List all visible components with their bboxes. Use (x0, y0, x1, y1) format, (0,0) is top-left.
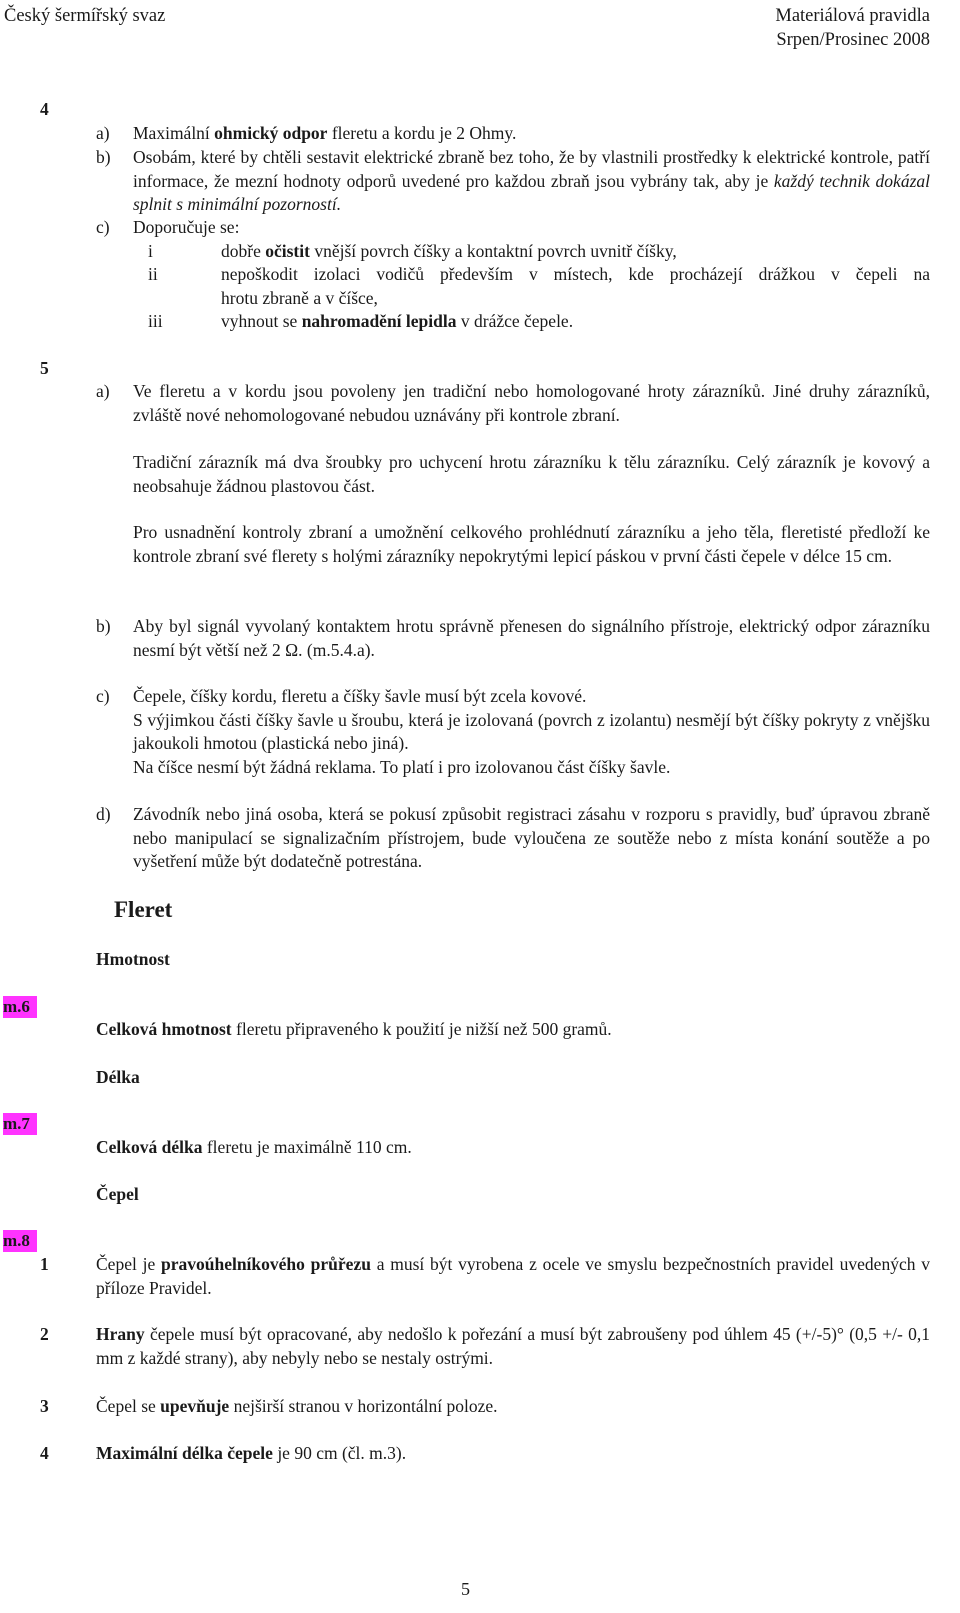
cepel-item-2: 2 Hrany čepele musí být opracované, aby nedošlo k pořezání a musí být zabroušeny pod úhlem 45 (+/-5)° (0,5 +/- 0,1 mm z každé strany), aby nebyly nebo se nestaly ostrými. (40, 1324, 930, 1368)
section4-item-c: c) Doporučuje se: (96, 216, 930, 240)
hmotnost-text: Celková hmotnost fleretu připraveného k použití je nižší než 500 gramů. (96, 1019, 612, 1039)
item-label: c) (96, 217, 110, 237)
section5-item-d: d) Závodník nebo jiná osoba, která se pokusí způsobit registraci zásahu v rozporu s pravidly, buď úpravou zbraně nebo manipulací se signalizačním přístrojem, bude vyloučena ze soutěže nebo z místa konání soutěže a po vyšetření může být dodatečně potrestána. (96, 804, 930, 871)
item-label: b) (96, 616, 111, 636)
item-label: a) (96, 381, 110, 401)
item-label: a) (96, 123, 110, 143)
recommendation-item-ii: ii nepoškodit izolaci vodičů především v místech, kde procházejí drážkou v čepeli na hrotu zbraně a v číšce, (148, 264, 930, 308)
page-number: 5 (461, 1579, 470, 1599)
rule-tag-m6: m.6 (3, 996, 37, 1018)
section-number-4: 4 (40, 99, 49, 119)
section5-item-c: c) Čepele, číšky kordu, fleretu a číšky šavle musí být zcela kovové. S výjimkou části číšky šavle u šroubu, která je izolovaná (povrch z izolantu) nesmějí být číšky pokryty z vnějšku jakoukoli hmotou (plastická nebo jiná). Na číšce nesmí být žádná reklama. To platí i pro izolovanou část číšky šavle. (96, 686, 930, 777)
cepel-item-1: 1 Čepel je pravoúhelníkového průřezu a musí být vyrobena z ocele ve smyslu bezpečnostních pravidel uvedených v příloze Pravidel. (40, 1254, 930, 1298)
header-document-title: Materiálová pravidla (775, 6, 930, 26)
section-title-fleret: Fleret (114, 897, 173, 922)
recommendation-item-i: i dobře očistit vnější povrch číšky a kontaktní povrch uvnitř číšky, (148, 241, 677, 261)
recommendation-item-iii: iii vyhnout se nahromadění lepidla v drážce čepele. (148, 311, 574, 331)
section5-item-a (96, 380, 930, 427)
item-label: d) (96, 804, 111, 824)
heading-hmotnost: Hmotnost (96, 949, 170, 969)
section5-a-paragraph-2: Tradiční zárazník má dva šroubky pro uchycení hrotu zárazníku k tělu zárazníku. Celý zárazník je kovový a neobsahuje žádnou plastovou část. (133, 452, 930, 496)
cepel-item-3: 3 Čepel se upevňuje nejširší stranou v horizontální poloze. (40, 1396, 498, 1416)
item-label: b) (96, 147, 111, 167)
header-organization: Český šermířský svaz (4, 6, 166, 26)
section5-a-paragraph-3: Pro usnadnění kontroly zbraní a umožnění celkového prohlédnutí zárazníku a jeho těla, fleretisté předloží ke kontrole zbraní své flerety s holými zárazníky nepokrytými lepicí páskou v první části čepele v délce 15 cm. (133, 522, 930, 566)
item-label: c) (96, 686, 110, 706)
delka-text: Celková délka fleretu je maximálně 110 cm. (96, 1137, 412, 1157)
cepel-item-4: 4 Maximální délka čepele je 90 cm (čl. m.3). (40, 1443, 407, 1463)
header-date: Srpen/Prosinec 2008 (776, 30, 930, 50)
heading-cepel: Čepel (96, 1184, 139, 1204)
section-number-5: 5 (40, 358, 49, 378)
paragraph: Ve fleretu a v kordu jsou povoleny jen tradiční nebo homologované hroty zárazníků. Jiné druhy zárazníků, zvláště nové nehomologované nebudou uznávány při kontrole zbraní. (133, 381, 930, 425)
section4-item-b: b) Osobám, které by chtěli sestavit elektrické zbraně bez toho, že by vlastnili prostředky k elektrické kontrole, patří informace, že mezní hodnoty odporů uvedené pro každou zbraň jsou vybrány tak, aby je každý technik dokázal splnit s minimální pozorností. (96, 147, 930, 214)
section5-item-b: b) Aby byl signál vyvolaný kontaktem hrotu správně přenesen do signálního přístroje, elektrický odpor zárazníku nesmí být větší než 2 Ω. (m.5.4.a). (96, 616, 930, 660)
heading-delka: Délka (96, 1067, 140, 1087)
rule-tag-m8: m.8 (3, 1230, 37, 1252)
rule-tag-m7: m.7 (3, 1113, 37, 1135)
section4-item-a: a) Maximální ohmický odpor fleretu a kordu je 2 Ohmy. (96, 122, 930, 146)
